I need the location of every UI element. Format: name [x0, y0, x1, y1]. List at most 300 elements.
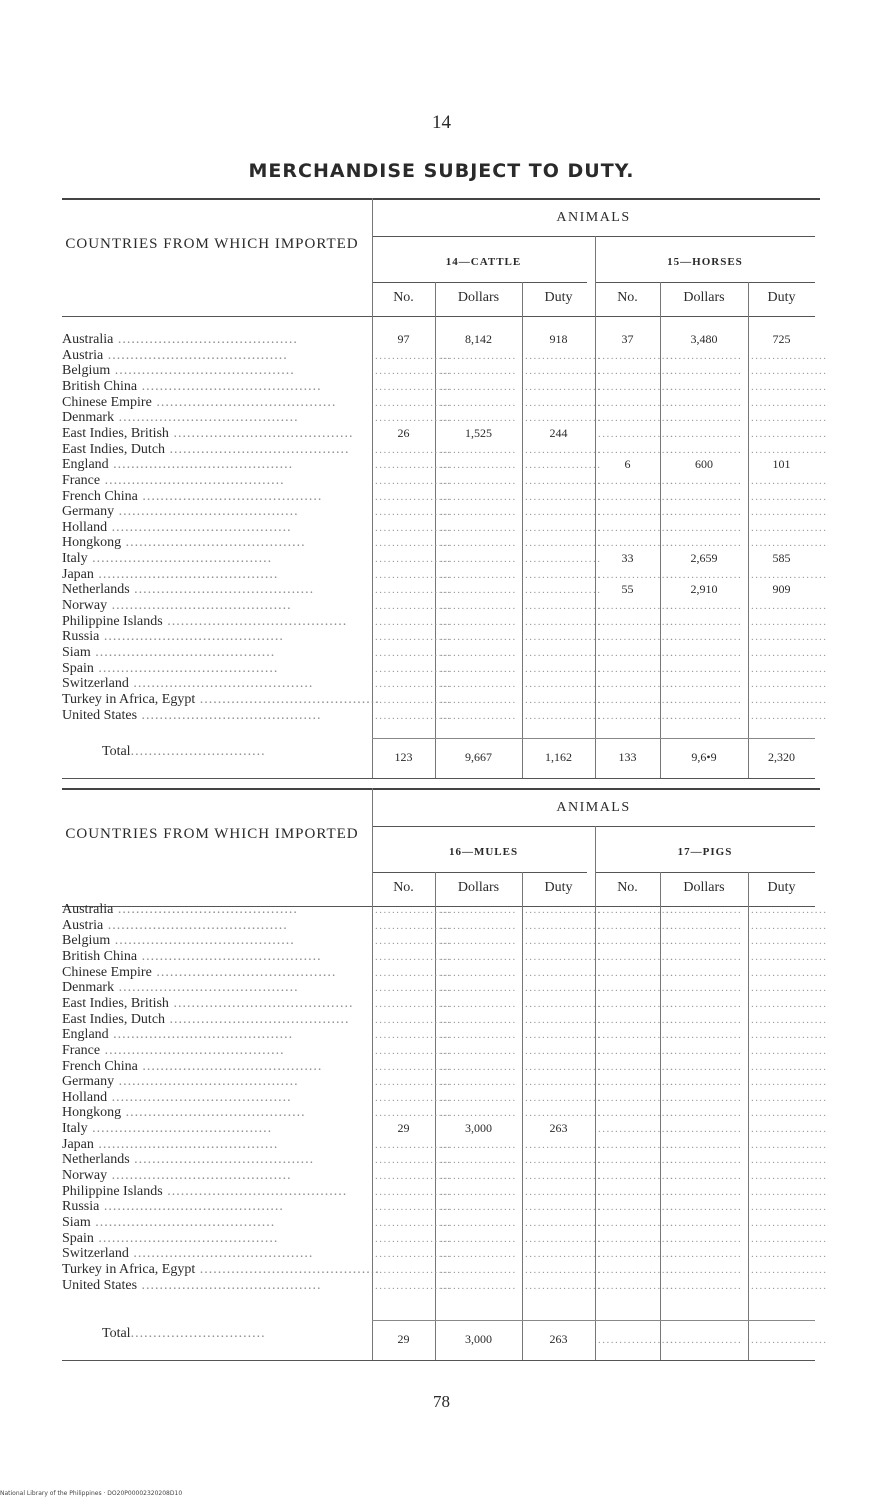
- empty-cell-dots: ..................: [440, 662, 517, 675]
- empty-cell-dots: ..................: [375, 1154, 452, 1167]
- country-name: France: [62, 1042, 101, 1058]
- empty-cell-dots: ..................: [375, 474, 452, 487]
- country-name: Turkey in Africa, Egypt: [62, 691, 196, 707]
- empty-cell-dots: ..................: [665, 506, 743, 519]
- empty-cell-dots: ..................: [751, 1170, 828, 1183]
- empty-cell-dots: ..................: [440, 490, 517, 503]
- empty-cell-dots: ..................: [598, 709, 675, 722]
- empty-cell-dots: ..................: [598, 521, 675, 534]
- empty-cell-dots: ..................: [375, 631, 452, 644]
- table-bottom-rule: [62, 1360, 815, 1361]
- empty-cell-dots: ..................: [665, 982, 743, 995]
- empty-cell-dots: ..................: [375, 615, 452, 628]
- empty-cell-dots: ..................: [598, 615, 675, 628]
- country-name: Australia: [62, 902, 114, 917]
- empty-cell-dots: ..................: [665, 1154, 743, 1167]
- empty-cell-dots: ..................: [440, 600, 517, 613]
- leader-dots: ........................................: [100, 472, 285, 488]
- empty-cell-dots: ..................: [665, 1076, 743, 1089]
- country-row: [62, 520, 364, 536]
- empty-cell-dots: ..................: [665, 631, 743, 644]
- empty-cell-dots: ..................: [665, 1248, 743, 1261]
- column-header-duty: Duty: [767, 880, 796, 895]
- empty-cell-dots: ..................: [525, 459, 602, 472]
- leader-dots: ........................................: [129, 582, 315, 598]
- value-cell-dollars: 3,000: [465, 1121, 492, 1136]
- empty-cell-dots: ..................: [375, 380, 452, 393]
- empty-cell-dots: ..................: [375, 553, 452, 566]
- country-name: French China: [62, 1058, 138, 1074]
- empty-cell-dots: ..................: [440, 678, 517, 691]
- column-divider: [522, 282, 523, 778]
- empty-cell-dots: ..................: [598, 982, 675, 995]
- empty-cell-dots: ..................: [525, 396, 602, 409]
- empty-cell-dots: ..................: [440, 1107, 517, 1120]
- empty-cell-dots: ..................: [751, 615, 828, 628]
- empty-cell-dots: ..................: [598, 443, 675, 456]
- country-name: Denmark: [62, 410, 115, 426]
- empty-cell-dots: ..................: [525, 1201, 602, 1214]
- total-cell-dollars: 9,667: [465, 750, 492, 764]
- value-cell-duty: 244: [549, 425, 568, 440]
- empty-cell-dots: ..................: [440, 459, 517, 472]
- empty-cell-dots: ..................: [440, 919, 517, 932]
- empty-cell-dots: ..................: [598, 1091, 675, 1104]
- total-cell-duty: 2,320: [768, 750, 795, 764]
- country-name: Russia: [62, 629, 100, 645]
- leader-dots: ........................................: [162, 1183, 348, 1199]
- empty-cell-dots: ..................: [751, 919, 828, 932]
- empty-cell-dots: ..................: [375, 1138, 452, 1151]
- empty-cell-dots: ..................: [665, 693, 743, 706]
- empty-cell-dots: ..................: [375, 678, 452, 691]
- empty-cell-dots: ..................: [440, 1029, 517, 1042]
- empty-cell-dots: ..................: [751, 966, 828, 979]
- leader-dots: ........................................: [137, 1277, 322, 1293]
- empty-cell-dots: ..................: [751, 678, 828, 691]
- empty-cell-dots: ..................: [375, 490, 452, 503]
- empty-cell-dots: ..................: [665, 396, 743, 409]
- empty-cell-dots: ..................: [751, 521, 828, 534]
- country-row: [62, 1215, 364, 1231]
- empty-cell-dots: ..................: [375, 1263, 452, 1276]
- leader-dots: ........................................: [107, 598, 292, 614]
- empty-cell-dots: ..................: [440, 966, 517, 979]
- country-row: [62, 1012, 364, 1028]
- country-name: Belgium: [62, 363, 111, 379]
- empty-cell-dots: ..................: [665, 443, 743, 456]
- empty-cell-dots: ..................: [598, 1029, 675, 1042]
- country-row: [62, 410, 364, 426]
- leader-dots: ........................................: [99, 629, 284, 645]
- empty-cell-dots: ..................: [665, 380, 743, 393]
- value-cell-duty: 918: [549, 332, 568, 346]
- empty-cell-dots: ..................: [751, 396, 828, 409]
- country-row: [62, 567, 364, 583]
- empty-cell-dots: ..................: [751, 380, 828, 393]
- empty-cell-dots: ..................: [440, 709, 517, 722]
- empty-cell-dots: ..................: [525, 662, 602, 675]
- empty-cell-dots: ..................: [375, 1013, 452, 1026]
- empty-cell-dots: ..................: [665, 709, 743, 722]
- value-cell-dollars: 1,525: [465, 425, 492, 440]
- leader-dots: ........................................: [137, 707, 322, 723]
- empty-cell-dots: ..................: [751, 1279, 828, 1292]
- empty-cell-dots: ..................: [440, 1060, 517, 1073]
- empty-cell-dots: ..................: [751, 1185, 828, 1198]
- total-label-text: Total: [102, 1326, 131, 1341]
- value-cell-dollars: 2,910: [690, 582, 718, 597]
- empty-cell-dots: ..................: [440, 506, 517, 519]
- empty-cell-dots: ..................: [525, 443, 602, 456]
- country-name: United States: [62, 707, 138, 723]
- empty-cell-dots: ..................: [525, 1060, 602, 1073]
- empty-cell-dots: ..................: [598, 1217, 675, 1229]
- empty-cell-dots: ..................: [598, 1138, 675, 1151]
- country-row: [62, 535, 364, 551]
- footer-text: National Library of the Philippines · DO20P00002320208D10: [0, 1490, 183, 1497]
- country-row: [62, 1199, 364, 1215]
- empty-cell-dots: ..................: [751, 1154, 828, 1167]
- empty-cell-dots: ..................: [665, 1201, 743, 1214]
- empty-cell-dots: ..................: [665, 427, 743, 440]
- value-cell-duty: 101: [772, 457, 791, 472]
- leader-dots: ........................................: [137, 488, 323, 504]
- country-name: Turkey in Africa, Egypt: [62, 1261, 196, 1277]
- value-cell-no: 33: [621, 551, 634, 566]
- empty-cell-dots: ..................: [525, 349, 602, 362]
- empty-cell-dots: ..................: [525, 615, 602, 628]
- total-cell-no: 29: [397, 1332, 410, 1346]
- empty-cell-dots: ..................: [751, 1013, 828, 1026]
- leader-dots: ........................................: [103, 347, 288, 363]
- column-divider: [748, 282, 749, 778]
- empty-cell-dots: ..................: [598, 537, 675, 550]
- empty-cell-dots: ..................: [665, 1138, 743, 1151]
- empty-cell-dots: ..................: [440, 365, 517, 378]
- leader-dots: ........................................: [128, 1246, 314, 1262]
- empty-cell-dots: ..................: [665, 997, 743, 1010]
- empty-cell-dots: ..................: [440, 521, 517, 534]
- empty-cell-dots: ..................: [598, 631, 675, 644]
- empty-cell-dots: ..................: [598, 678, 675, 691]
- country-row: [62, 980, 364, 996]
- value-cell-dollars: 8,142: [465, 332, 492, 346]
- empty-cell-dots: ..................: [525, 982, 602, 995]
- empty-cell-dots: ..................: [375, 997, 452, 1010]
- leader-dots: ........................................: [114, 1074, 299, 1090]
- leader-dots: ........................................: [168, 425, 354, 441]
- empty-cell-dots: ..................: [665, 1185, 743, 1198]
- leader-dots: ........................................: [100, 1042, 285, 1058]
- column-header-no: No.: [393, 880, 414, 895]
- country-name: Philippine Islands: [62, 613, 163, 629]
- country-row: [62, 676, 364, 692]
- country-name: Siam: [62, 1215, 91, 1230]
- leader-dots: ..............................: [130, 744, 266, 759]
- empty-cell-dots: ..................: [440, 1044, 517, 1057]
- empty-cell-dots: ..................: [665, 662, 743, 675]
- empty-cell-dots: ..................: [440, 412, 517, 425]
- country-row: [62, 996, 364, 1012]
- country-row: [62, 918, 364, 934]
- country-row: [62, 1231, 364, 1247]
- empty-cell-dots: ..................: [525, 1044, 602, 1057]
- empty-cell-dots: ..................: [598, 693, 675, 706]
- empty-cell-dots: ..................: [598, 1248, 675, 1261]
- country-name: East Indies, Dutch: [62, 441, 166, 457]
- empty-cell-dots: ..................: [751, 490, 828, 503]
- country-name: Holland: [62, 1089, 108, 1105]
- empty-cell-dots: ..................: [440, 443, 517, 456]
- country-name: Chinese Empire: [62, 964, 152, 980]
- empty-cell-dots: ..................: [598, 1279, 675, 1292]
- country-name: Italy: [62, 551, 88, 567]
- empty-cell-dots: ..................: [665, 349, 743, 362]
- empty-cell-dots: ..................: [751, 1138, 828, 1151]
- empty-cell-dots: ..................: [598, 490, 675, 503]
- country-row: [62, 504, 364, 520]
- leader-dots: ........................................: [121, 1105, 306, 1121]
- empty-cell-dots: ..................: [598, 1185, 675, 1198]
- country-name: Germany: [62, 504, 115, 520]
- country-name: Netherlands: [62, 1152, 130, 1168]
- empty-cell-dots: ..................: [598, 1201, 675, 1214]
- empty-cell-dots: ..................: [440, 982, 517, 995]
- right-subheader: 17—PIGS: [677, 846, 733, 858]
- empty-cell-dots: ..................: [665, 537, 743, 550]
- empty-cell-dots: ..................: [525, 1170, 602, 1183]
- empty-cell-dots: ..................: [665, 1013, 743, 1026]
- value-cell-dollars: 2,659: [690, 551, 718, 566]
- empty-cell-dots: ..................: [665, 1107, 743, 1120]
- empty-cell-dots: ..................: [440, 474, 517, 487]
- country-name: Austria: [62, 347, 104, 363]
- empty-cell-dots: ..................: [751, 1217, 828, 1229]
- empty-cell-dots: ..................: [525, 1091, 602, 1104]
- country-name: England: [62, 1027, 109, 1043]
- empty-cell-dots: ..................: [375, 584, 452, 597]
- country-name: Norway: [62, 1168, 108, 1184]
- empty-cell-dots: ..................: [751, 1091, 828, 1104]
- leader-dots: ........................................: [129, 1152, 315, 1168]
- empty-cell-dots: ..................: [665, 1170, 743, 1183]
- country-name: Italy: [62, 1121, 88, 1137]
- empty-cell-dots: ..................: [665, 1232, 743, 1245]
- empty-cell-dots: ..................: [525, 904, 602, 916]
- value-cell-no: 37: [621, 332, 634, 346]
- empty-cell-dots: ..................: [525, 1232, 602, 1245]
- empty-cell-dots: ..................: [598, 1107, 675, 1120]
- page-number-top: 14: [432, 112, 451, 133]
- empty-cell-dots: ..................: [375, 568, 452, 581]
- total-cell-duty: 263: [549, 1332, 568, 1346]
- leader-dots: ........................................: [121, 535, 306, 551]
- leader-dots: ........................................: [107, 1168, 292, 1184]
- empty-cell-dots: ..................: [665, 412, 743, 425]
- empty-cell-dots: ..................: [665, 1029, 743, 1042]
- total-label: [102, 1326, 362, 1342]
- empty-cell-dots: ..................: [440, 631, 517, 644]
- empty-cell-dots: ..................: [598, 427, 675, 440]
- empty-cell-dots: ..................: [375, 1232, 452, 1245]
- empty-cell-dots: ..................: [375, 647, 452, 659]
- empty-cell-dots: ..................: [598, 1334, 675, 1346]
- empty-cell-dots: ..................: [665, 647, 743, 659]
- empty-cell-dots: ..................: [440, 349, 517, 362]
- leader-dots: ........................................: [93, 1136, 279, 1152]
- empty-cell-dots: ..................: [525, 693, 602, 706]
- empty-cell-dots: ..................: [525, 1185, 602, 1198]
- empty-cell-dots: ..................: [751, 1248, 828, 1261]
- country-row: [62, 1121, 364, 1137]
- column-header-dollars: Dollars: [683, 290, 725, 305]
- empty-cell-dots: ..................: [375, 443, 452, 456]
- empty-cell-dots: ..................: [598, 600, 675, 613]
- empty-cell-dots: ..................: [375, 1170, 452, 1183]
- empty-cell-dots: ..................: [751, 1029, 828, 1042]
- empty-cell-dots: ..................: [598, 1263, 675, 1276]
- empty-cell-dots: ..................: [440, 950, 517, 963]
- empty-cell-dots: ..................: [440, 904, 517, 916]
- country-name: East Indies, Dutch: [62, 1011, 166, 1027]
- empty-cell-dots: ..................: [665, 474, 743, 487]
- country-name: Spain: [62, 660, 94, 676]
- empty-cell-dots: ..................: [751, 568, 828, 581]
- country-row: [62, 473, 364, 489]
- country-row: [62, 582, 364, 598]
- country-row: [62, 1059, 364, 1075]
- total-cell-duty: 1,162: [545, 750, 572, 764]
- value-cell-dollars: 600: [695, 457, 713, 472]
- empty-cell-dots: ..................: [440, 380, 517, 393]
- country-row: [62, 933, 364, 949]
- empty-cell-dots: ..................: [598, 1076, 675, 1089]
- country-name: Chinese Empire: [62, 394, 152, 410]
- leader-dots: ........................................: [195, 1261, 380, 1277]
- empty-cell-dots: ..................: [598, 950, 675, 963]
- country-row: [62, 1184, 364, 1200]
- empty-cell-dots: ..................: [751, 537, 828, 550]
- leader-dots: ........................................: [114, 980, 299, 996]
- country-name: Austria: [62, 917, 104, 933]
- empty-cell-dots: ..................: [525, 1217, 602, 1229]
- empty-cell-dots: ..................: [598, 506, 675, 519]
- leader-dots: ........................................: [114, 504, 299, 520]
- empty-cell-dots: ..................: [375, 1060, 452, 1073]
- empty-cell-dots: ..................: [598, 474, 675, 487]
- empty-cell-dots: ..................: [751, 647, 828, 659]
- empty-cell-dots: ..................: [598, 1060, 675, 1073]
- empty-cell-dots: ..................: [525, 1107, 602, 1120]
- empty-cell-dots: ..................: [751, 427, 828, 440]
- country-name: Denmark: [62, 980, 115, 996]
- leader-dots: ........................................: [110, 363, 295, 379]
- empty-cell-dots: ..................: [751, 1123, 828, 1136]
- value-cell-no: 97: [397, 332, 410, 346]
- empty-cell-dots: ..................: [440, 1013, 517, 1026]
- empty-cell-dots: ..................: [598, 1044, 675, 1057]
- leader-dots: ........................................: [137, 1058, 323, 1074]
- country-name: British China: [62, 948, 138, 964]
- total-cell-dollars: 9,6•9: [691, 750, 717, 764]
- empty-cell-dots: ..................: [525, 537, 602, 550]
- total-label-text: Total: [102, 744, 131, 759]
- empty-cell-dots: ..................: [598, 1123, 675, 1136]
- empty-cell-dots: ..................: [375, 1107, 452, 1120]
- country-row: [62, 551, 364, 567]
- empty-cell-dots: ..................: [375, 600, 452, 613]
- empty-cell-dots: ..................: [751, 950, 828, 963]
- empty-cell-dots: ..................: [525, 1138, 602, 1151]
- empty-cell-dots: ..................: [440, 1138, 517, 1151]
- country-row: [62, 1261, 380, 1278]
- empty-cell-dots: ..................: [665, 365, 743, 378]
- leader-dots: ........................................: [165, 1011, 350, 1027]
- empty-cell-dots: ..................: [751, 506, 828, 519]
- empty-cell-dots: ..................: [665, 678, 743, 691]
- leader-dots: ........................................: [162, 613, 348, 629]
- empty-cell-dots: ..................: [525, 678, 602, 691]
- country-name: East Indies, British: [62, 995, 169, 1011]
- empty-cell-dots: ..................: [751, 982, 828, 995]
- leader-dots: ........................................: [87, 551, 273, 567]
- sub-rule-left: [372, 872, 587, 873]
- country-row: [62, 1152, 364, 1168]
- empty-cell-dots: ..................: [525, 474, 602, 487]
- column-header-duty: Duty: [544, 880, 573, 895]
- column-header-dollars: Dollars: [457, 880, 500, 895]
- empty-cell-dots: ..................: [375, 459, 452, 472]
- empty-cell-dots: ..................: [525, 380, 602, 393]
- empty-cell-dots: ..................: [440, 935, 517, 948]
- empty-cell-dots: ..................: [598, 380, 675, 393]
- empty-cell-dots: ..................: [665, 600, 743, 613]
- empty-cell-dots: ..................: [440, 1185, 517, 1198]
- country-row: [62, 691, 380, 708]
- leader-dots: ........................................: [107, 519, 292, 535]
- countries-header: COUNTRIES FROM WHICH IMPORTED: [65, 826, 359, 842]
- empty-cell-dots: ..................: [598, 919, 675, 932]
- empty-cell-dots: ..................: [751, 349, 828, 362]
- empty-cell-dots: ..................: [525, 490, 602, 503]
- country-row: [62, 1090, 364, 1106]
- right-subheader: 15—HORSES: [667, 256, 743, 268]
- empty-cell-dots: ..................: [525, 1076, 602, 1089]
- country-row: [62, 708, 364, 724]
- empty-cell-dots: ..................: [598, 1013, 675, 1026]
- page-title: MERCHANDISE SUBJECT TO DUTY.: [248, 160, 635, 182]
- empty-cell-dots: ..................: [751, 693, 828, 706]
- empty-cell-dots: ..................: [440, 997, 517, 1010]
- leader-dots: ........................................: [165, 441, 350, 457]
- empty-cell-dots: ..................: [598, 966, 675, 979]
- country-row: [62, 614, 364, 630]
- leader-dots: ........................................: [103, 917, 288, 933]
- empty-cell-dots: ..................: [665, 950, 743, 963]
- group-header: ANIMALS: [556, 800, 631, 815]
- total-label: [102, 744, 362, 760]
- leader-dots: ........................................: [87, 1121, 273, 1137]
- empty-cell-dots: ..................: [440, 1076, 517, 1089]
- column-header-no: No.: [617, 290, 638, 305]
- empty-cell-dots: ..................: [375, 662, 452, 675]
- value-cell-duty: 725: [772, 332, 791, 346]
- empty-cell-dots: ..................: [375, 1091, 452, 1104]
- empty-cell-dots: ..................: [525, 412, 602, 425]
- country-name: Australia: [62, 332, 114, 347]
- empty-cell-dots: ..................: [751, 997, 828, 1010]
